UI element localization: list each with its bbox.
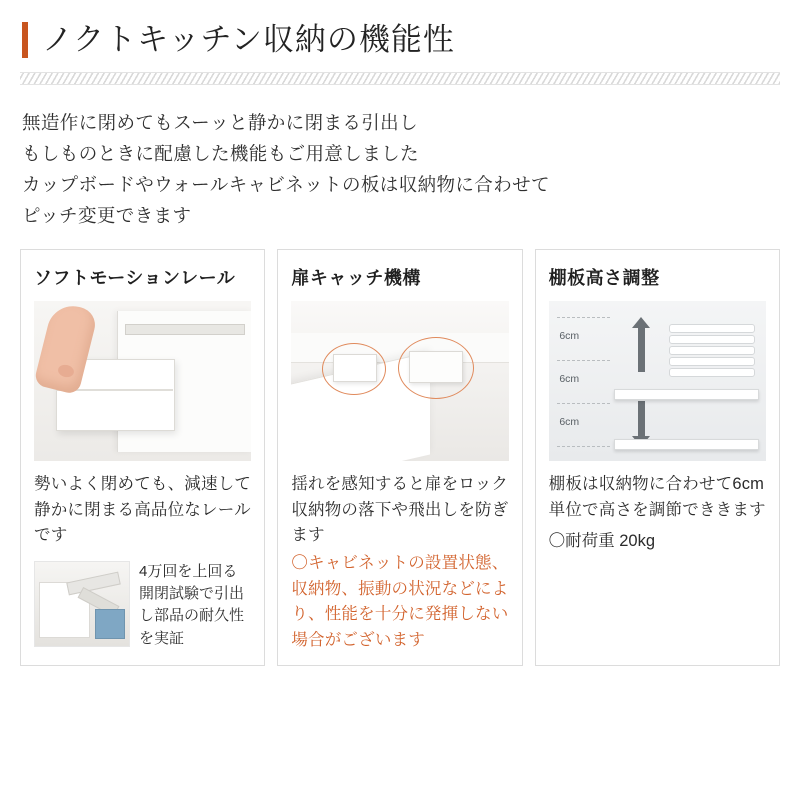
lead-line-1: 無造作に閉めてもスーッと静かに閉まる引出し [22, 112, 418, 133]
plate-shape [669, 335, 755, 344]
shelf-height-illustration [549, 301, 766, 461]
title-accent-bar [22, 22, 28, 58]
highlight-circle-right [398, 337, 474, 399]
adjustable-shelf-shape [614, 389, 759, 400]
adjust-arrow-down-stem [638, 401, 645, 436]
card-title: ソフトモーションレール [34, 268, 236, 289]
scale-label-1: 6cm [559, 330, 580, 343]
test-machine-base-shape [95, 609, 125, 640]
feature-card-list [20, 249, 780, 666]
durability-test-illustration [34, 561, 130, 647]
card-note-text: 〇キャビネットの設置状態、収納物、振動の状況などにより、性能を十分に発揮しない場合がございます [291, 554, 509, 649]
lead-line-3: カップボードやウォールキャビネットの板は収納物に合わせて [22, 174, 550, 196]
scale-label-2: 6cm [559, 373, 580, 386]
page-title-text: ノクトキッチン収納の機能性 [42, 21, 455, 57]
highlight-circle-left [322, 343, 386, 395]
page-title [0, 0, 800, 58]
durability-test-inset [34, 561, 251, 650]
scale-tick [557, 446, 609, 447]
card-body-text: 揺れを感知すると扉をロック収納物の落下や飛出しを防ぎます [291, 475, 509, 545]
card-title: 扉キャッチ機構 [291, 268, 421, 289]
card-note-text: 〇耐荷重 20kg [548, 532, 656, 551]
adjust-arrow-up-head [632, 317, 650, 328]
durability-test-text: 4万回を上回る開閉試験で引出し部品の耐久性を実証 [139, 563, 245, 647]
card-body-text: 棚板は収納物に合わせて6cm単位で高さを調節でききます [548, 475, 766, 519]
lower-shelf-shape [614, 439, 759, 450]
feature-card-shelf-height [535, 249, 780, 666]
scale-tick [557, 317, 609, 318]
card-title: 棚板高さ調整 [548, 268, 660, 289]
height-scale [557, 314, 609, 448]
door-catch-illustration [291, 301, 508, 461]
hatched-divider [20, 72, 780, 85]
card-body-text: 勢いよく閉めても、減速して静かに閉まる高品位なレールです [34, 475, 252, 545]
adjust-arrow-up-stem [638, 327, 645, 372]
feature-card-door-catch [277, 249, 522, 666]
scale-label-3: 6cm [559, 416, 580, 429]
plate-shape [669, 324, 755, 333]
scale-tick [557, 403, 609, 404]
plate-shape [669, 368, 755, 377]
soft-motion-rail-illustration [34, 301, 251, 461]
plate-shape [669, 346, 755, 355]
lead-line-2: もしものときに配慮した機能もご用意しました [22, 143, 419, 165]
scale-tick [557, 360, 609, 361]
plate-shape [669, 357, 755, 366]
rail-shape [125, 324, 244, 335]
lead-paragraph [22, 107, 778, 231]
feature-card-soft-motion-rail [20, 249, 265, 666]
lead-line-4: ピッチ変更できます [22, 205, 192, 227]
stacked-plates-shape [669, 324, 753, 386]
